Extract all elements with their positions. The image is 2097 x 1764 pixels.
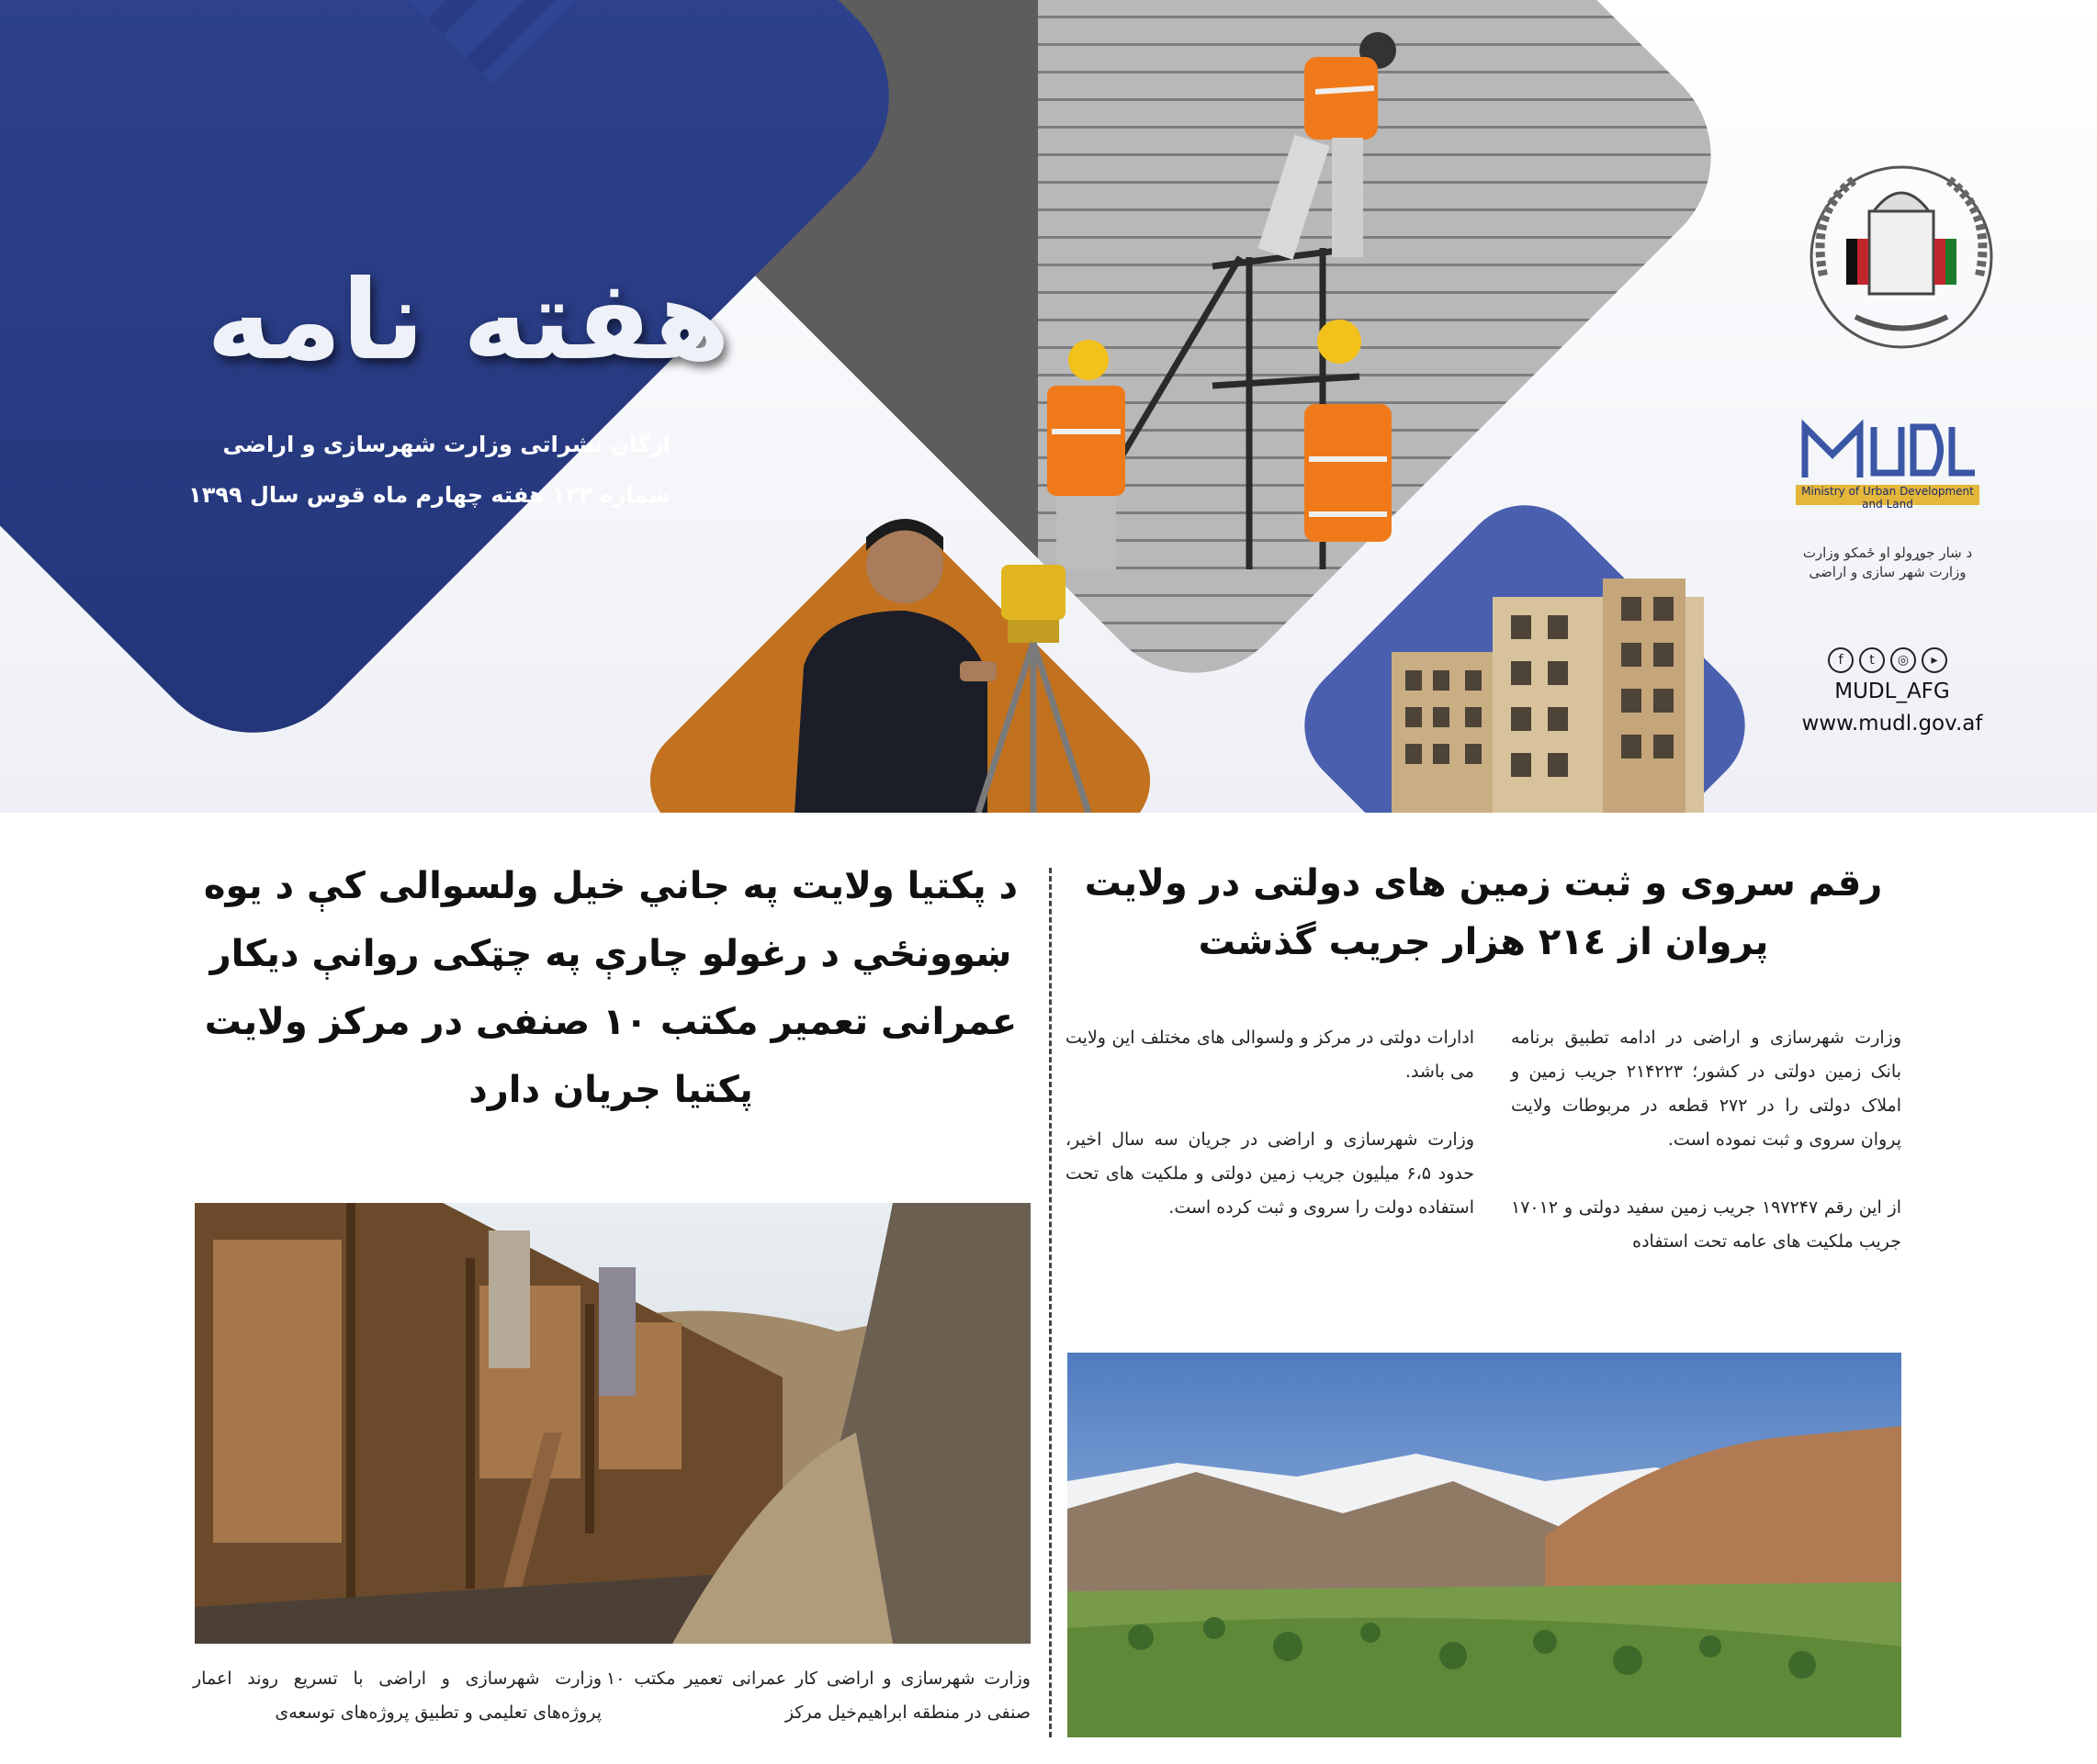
- ministry-caption-pashto: د ښار جوړولو او ځمکو وزارت: [1802, 545, 1973, 561]
- paragraph: وزارت شهرسازی و اراضی در ادامه تطبیق برنامه بانک زمین دولتی در کشور؛ ۲۱۴۲۲۳ جریب زمین و املاک دولتی را در ۲۷۲ قطعه در مربوطات ولایت پروان سروی و ثبت نموده است.: [1511, 1028, 1901, 1150]
- parwan-valley-photo: [1067, 1353, 1901, 1737]
- social-handle[interactable]: MUDL_AFG: [1834, 680, 1950, 703]
- national-emblem-icon: [1800, 156, 2002, 358]
- workers-illustration: [974, 0, 1488, 569]
- surveyor-photo: [749, 500, 1125, 813]
- paragraph: وزارت شهرسازی و اراضی با تسریع روند اعمار پروژه‌های تعلیمی و تطبیق پروژه‌های توسعه‌ی: [193, 1668, 602, 1723]
- mudl-logo-text: Ministry of Urban Development and Land: [1801, 485, 1974, 511]
- paragraph: وزارت شهرسازی و اراضی کار عمرانی تعمیر مکتب ۱۰ صنفی در منطقه ابراهیم‌خیل مرکز: [606, 1668, 1031, 1723]
- paragraph: از این رقم ۱۹۷۲۴۷ جریب زمین سفید دولتی و ۱۷۰۱۲ جریب ملکیت های عامه تحت استفاده: [1511, 1197, 1901, 1252]
- masthead-subtitle: ارگان نشراتی وزارت شهرسازی و اراضی: [222, 432, 671, 457]
- article-right-column-2: [1065, 1021, 1474, 1259]
- apartment-building-photo: [1392, 579, 1704, 813]
- masthead-title: هفته نامه: [206, 257, 731, 385]
- school-construction-photo: [195, 1203, 1031, 1644]
- issue-line: شماره ۱۳۲ هفته چهارم ماه قوس سال ۱۳۹۹: [188, 482, 671, 508]
- youtube-icon[interactable]: ▸: [1922, 647, 1947, 673]
- social-links: [1828, 647, 1947, 673]
- twitter-icon[interactable]: t: [1859, 647, 1885, 673]
- article-right-headline: رقم سروی و ثبت زمین های دولتی در ولایت پروان از ۲۱٤ هزار جریب گذشت: [1084, 862, 1883, 963]
- instagram-icon[interactable]: ◎: [1890, 647, 1916, 673]
- article-left-column-1: [606, 1662, 1031, 1764]
- column-divider: [1049, 868, 1052, 1737]
- masthead-banner: [0, 0, 2097, 813]
- article-right-column-1: [1511, 1021, 1901, 1293]
- website-link[interactable]: www.mudl.gov.af: [1801, 712, 1983, 736]
- article-left-headline: د پکتیا ولایت په جاني خیل ولسوالی کې د یوه ښوونځي د رغولو چارې په چټکی روانې دیکار عمرانی تعمیر مکتب ۱۰ صنفی در مرکز ولایت پکتیا جریان دارد: [203, 865, 1019, 1111]
- ministry-caption-dari: وزارت شهر سازی و اراضی: [1809, 564, 1967, 580]
- paragraph: وزارت شهرسازی و اراضی در جریان سه سال اخیر، حدود ۶،۵ میلیون جریب زمین دولتی و ملکیت های تحت استفاده دولت را سروی و ثبت کرده است.: [1065, 1129, 1474, 1218]
- paragraph: ادارات دولتی در مرکز و ولسوالی های مختلف این ولایت می باشد.: [1065, 1028, 1474, 1082]
- article-left-column-2: [193, 1662, 602, 1764]
- ministry-caption: [1773, 544, 2002, 582]
- facebook-icon[interactable]: f: [1828, 647, 1854, 673]
